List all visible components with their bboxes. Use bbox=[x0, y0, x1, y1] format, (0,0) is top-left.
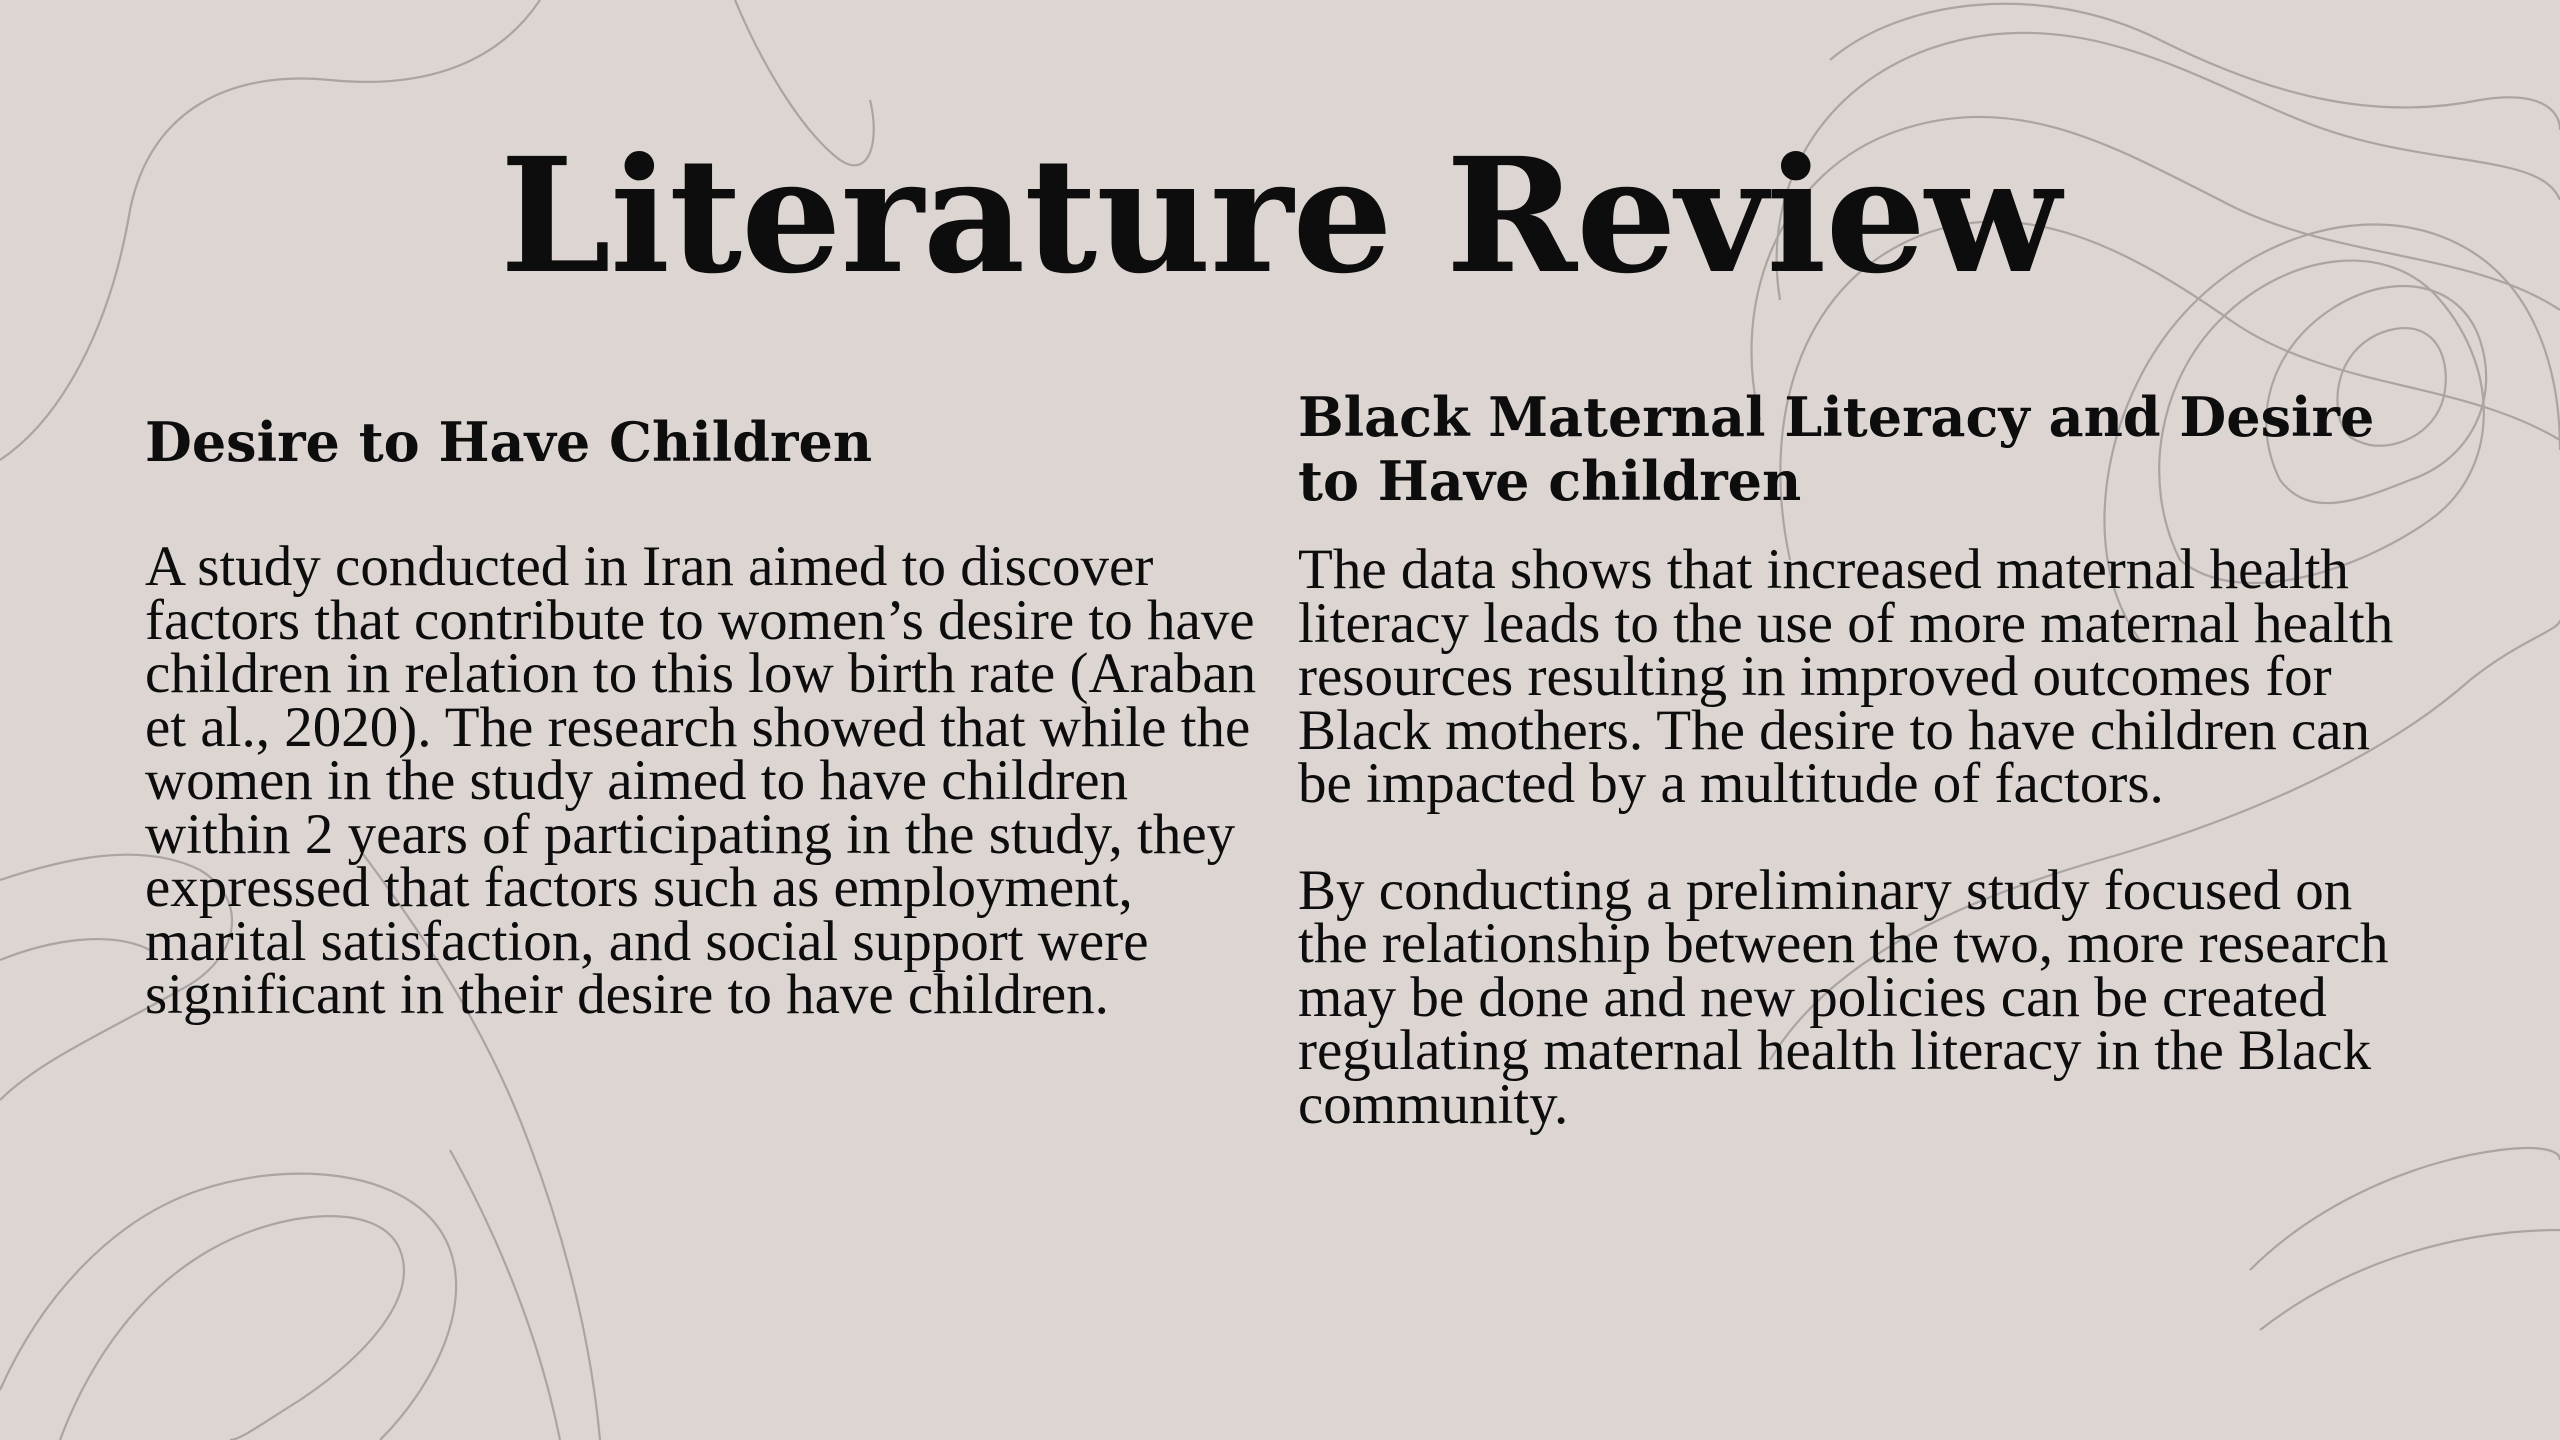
left-column bbox=[145, 410, 1275, 1026]
left-column-paragraph: A study conducted in Iran aimed to discover factors that contribute to women’s desire to have children in relation to this low birth rate (Araban et al., 2020). The research showed that while the women in the study aimed to have children within 2 years of participating in the study, they expressed that factors such as employment, marital satisfaction, and social support were significant in their desire to have children. bbox=[145, 535, 1257, 1026]
slide-title: Literature Review bbox=[499, 124, 2061, 309]
right-column-paragraph-2: By conducting a preliminary study focused on the relationship between the two, more research may be done and new policies can be created regulating maternal health literacy in the Black community. bbox=[1298, 858, 2389, 1136]
left-column-heading: Desire to Have Children bbox=[145, 410, 873, 474]
right-column bbox=[1298, 385, 2428, 1136]
right-column-heading: Black Maternal Literacy and Desire to Have children bbox=[1298, 385, 2375, 513]
right-column-paragraph-1: The data shows that increased maternal health literacy leads to the use of more maternal health resources resulting in improved outcomes for Black mothers. The desire to have children can be impacted by a multitude of factors. bbox=[1298, 538, 2394, 815]
